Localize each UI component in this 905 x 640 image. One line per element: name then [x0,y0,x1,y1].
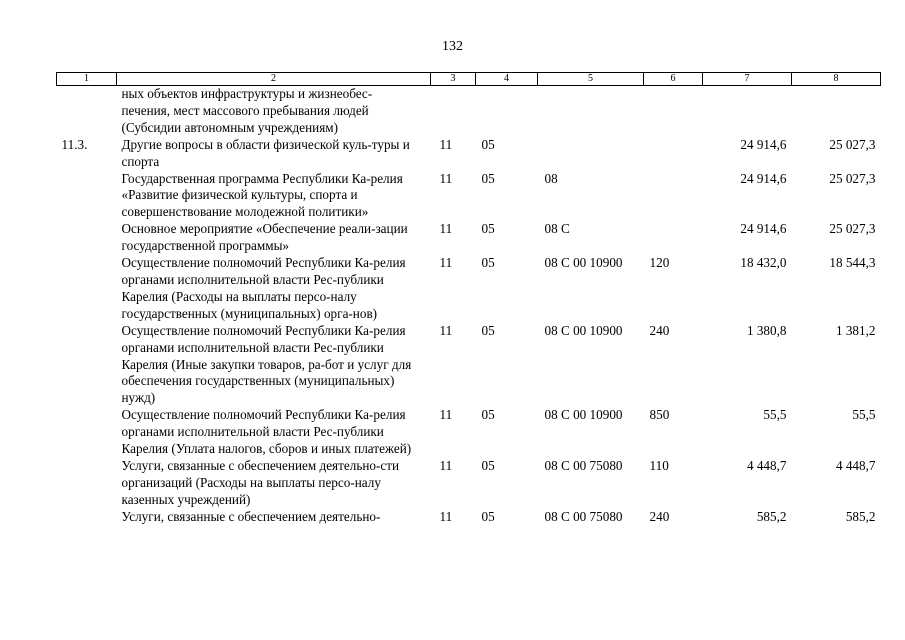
row-name: Осуществление полномочий Республики Ка-релия органами исполнительной власти Рес-публики Карелия (Расходы на выплаты персо-налу государственных (муниципальных) орга-нов) [121,255,406,321]
table-row [57,171,881,222]
row-subsection: 05 [481,322,495,338]
row-amount-2018: 4 448,7 [746,457,787,473]
row-target-article: 08 С 00 10900 [544,407,623,423]
row-expense-type [644,221,703,255]
row-section: 11 [439,322,453,338]
row-number [57,255,117,323]
table-row [57,509,881,526]
row-section: 11 [439,457,453,473]
header-col-8: 8 [792,73,881,86]
row-subsection: 05 [481,136,495,152]
header-col-3: 3 [431,73,476,86]
row-amount-2019: 55,5 [852,407,876,423]
row-section: 11 [439,221,453,237]
row-name: Другие вопросы в области физической куль-туры и спорта [121,136,410,169]
row-target-article: 08 С [544,221,570,237]
row-subsection: 05 [481,255,495,271]
row-expense-type: 240 [649,322,670,338]
row-name: ных объектов инфраструктуры и жизнеобес-печения, мест массового пребывания людей (Субсидии автономным учреждениям) [121,86,373,135]
row-amount-2019: 18 544,3 [829,255,876,271]
header-col-5: 5 [538,73,644,86]
row-amount-2019: 585,2 [845,508,876,524]
row-target-article: 08 С 00 10900 [544,322,623,338]
row-target-article [538,86,644,137]
row-name: Услуги, связанные с обеспечением деятельно- [121,508,381,524]
row-section: 11 [439,136,453,152]
row-section: 11 [439,407,453,423]
budget-table [56,72,881,526]
row-amount-2019 [792,86,881,137]
row-amount-2018 [703,86,792,137]
row-subsection: 05 [481,407,495,423]
table-row [57,407,881,458]
header-col-6: 6 [644,73,703,86]
row-target-article: 08 С 00 75080 [544,457,623,473]
header-col-1: 1 [57,73,117,86]
row-name: Осуществление полномочий Республики Ка-релия органами исполнительной власти Рес-публики Карелия (Уплата налогов, сборов и иных платежей) [121,407,412,457]
header-col-4: 4 [476,73,538,86]
row-section [431,86,476,137]
row-amount-2018: 1 380,8 [746,322,787,338]
row-target-article [538,137,644,171]
table-row [57,137,881,171]
row-name: Осуществление полномочий Республики Ка-релия органами исполнительной власти Рес-публики Карелия (Иные закупки товаров, ра-бот и услуг для обеспечения государственных (муниципальных) нужд) [121,322,412,406]
row-expense-type: 240 [649,508,670,524]
row-expense-type [644,86,703,137]
row-amount-2018: 24 914,6 [740,170,787,186]
row-amount-2019: 25 027,3 [829,136,876,152]
row-number [57,221,117,255]
row-target-article: 08 С 00 10900 [544,255,623,271]
row-name: Государственная программа Республики Ка-релия «Развитие физической культуры, спорта и совершенствование молодежной политики» [121,170,403,220]
row-amount-2018: 24 914,6 [740,221,787,237]
table-row [57,86,881,137]
table-body [57,86,881,526]
table-row [57,458,881,509]
page-number: 132 [442,39,463,54]
row-amount-2018: 585,2 [756,508,787,524]
row-amount-2019: 1 381,2 [835,322,876,338]
row-number [57,86,117,137]
row-amount-2018: 24 914,6 [740,136,787,152]
row-target-article: 08 С 00 75080 [544,508,623,524]
row-number: 11.3. [61,136,88,152]
row-expense-type: 850 [649,407,670,423]
row-number [57,407,117,458]
row-subsection: 05 [481,170,495,186]
row-expense-type [644,137,703,171]
row-section: 11 [439,170,453,186]
row-amount-2018: 18 432,0 [740,255,787,271]
row-amount-2018: 55,5 [763,407,787,423]
table-row [57,323,881,408]
row-amount-2019: 25 027,3 [829,221,876,237]
row-expense-type [644,171,703,222]
row-subsection: 05 [481,457,495,473]
row-name: Услуги, связанные с обеспечением деятельно-сти организаций (Расходы на выплаты персо-налу казенных учреждений) [121,457,400,507]
row-amount-2019: 25 027,3 [829,170,876,186]
row-section: 11 [439,508,453,524]
header-col-7: 7 [703,73,792,86]
row-number [57,458,117,509]
row-subsection: 05 [481,508,495,524]
row-number [57,509,117,526]
row-number [57,171,117,222]
table-header [57,73,881,86]
row-number [57,323,117,408]
row-section: 11 [439,255,453,271]
row-subsection [476,86,538,137]
row-expense-type: 110 [649,457,669,473]
row-name: Основное мероприятие «Обеспечение реали-зации государственной программы» [121,221,408,254]
row-target-article: 08 [544,170,558,186]
row-amount-2019: 4 448,7 [835,457,876,473]
table-row [57,221,881,255]
row-expense-type: 120 [649,255,670,271]
table-row [57,255,881,323]
header-row [57,73,881,86]
header-col-2: 2 [117,73,431,86]
row-subsection: 05 [481,221,495,237]
